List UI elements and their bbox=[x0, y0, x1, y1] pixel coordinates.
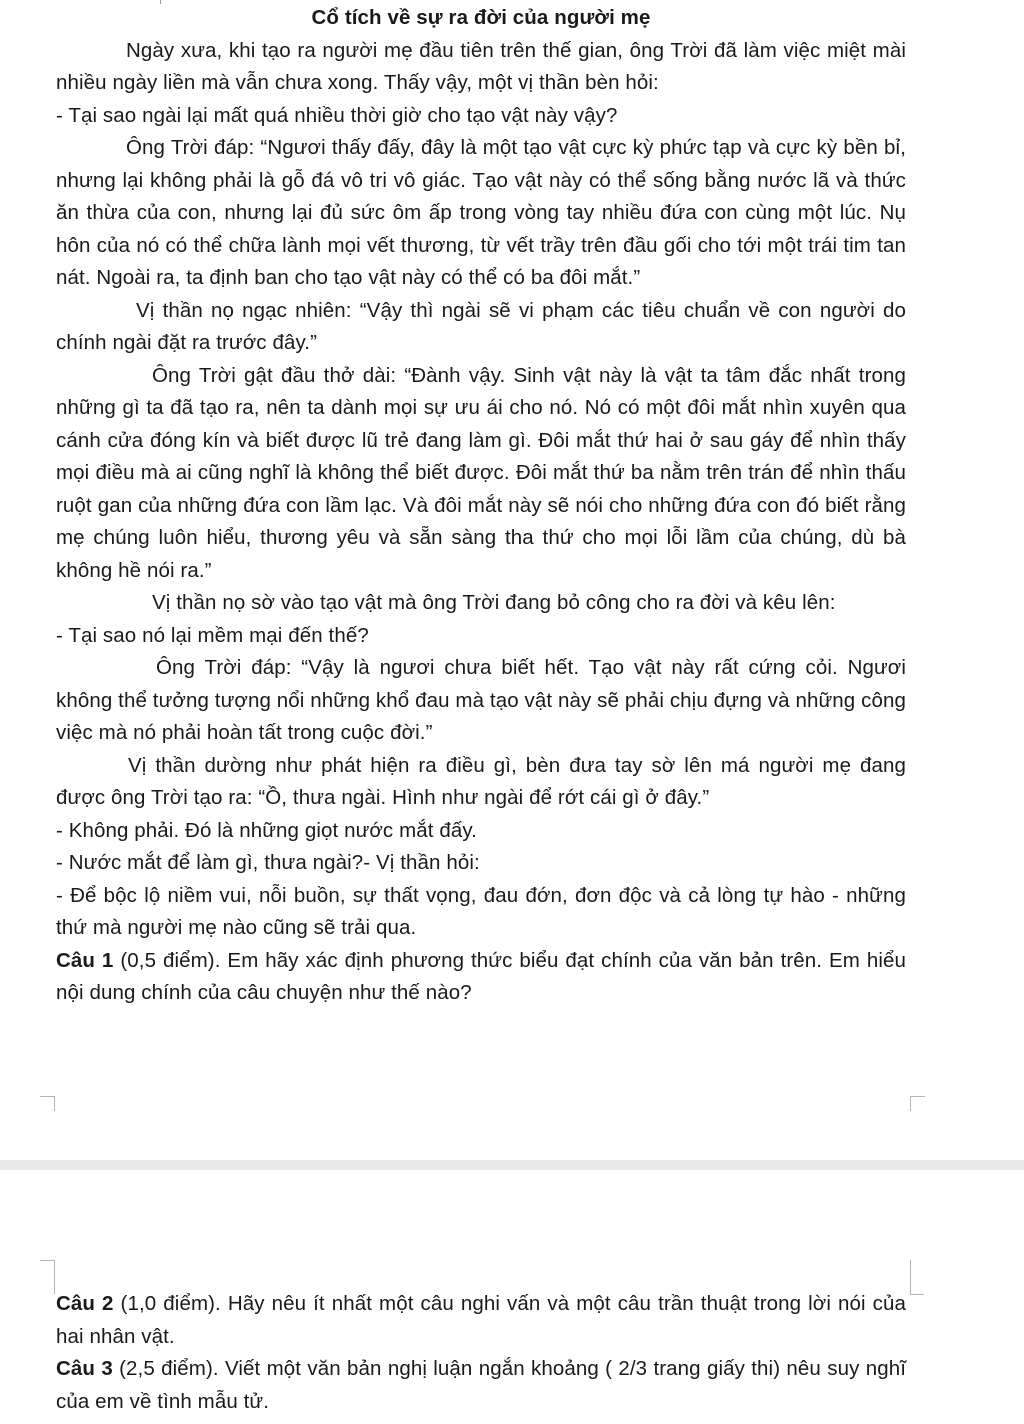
paragraph: Ông Trời gật đầu thở dài: “Đành vậy. Sinh vật này là vật ta tâm đắc nhất trong những gì ta đã tạo ra, nên ta dành mọi sự ưu ái cho nó. Nó có một đôi mắt nhìn xuyên qua cánh cửa đóng kín và biết được lũ trẻ đang làm gì. Đôi mắt thứ hai ở sau gáy để nhìn thấy mọi điều mà ai cũng nghĩ là không thể biết được. Đôi mắt thứ ba nằm trên trán để nhìn thấu ruột gan của những đứa con lầm lạc. Và đôi mắt này sẽ nói cho những đứa con đó biết rằng mẹ chúng luôn hiểu, thương yêu và sẵn sàng tha thứ cho mọi lỗi lầm của chúng, dù bà không hề nói ra.” bbox=[56, 363, 906, 582]
document-body bbox=[56, 1288, 906, 1418]
page-margin-corner bbox=[40, 1096, 55, 1111]
question-label: Câu 3 bbox=[56, 1357, 113, 1380]
paragraph: - Nước mắt để làm gì, thưa ngài?- Vị thần hỏi: bbox=[56, 851, 480, 874]
question-1 bbox=[56, 945, 906, 1010]
question-text: (1,0 điểm). Hãy nêu ít nhất một câu nghi vấn và một câu trần thuật trong lời nói của hai nhân vật. bbox=[56, 1292, 907, 1348]
paragraph: Ngày xưa, khi tạo ra người mẹ đầu tiên trên thế gian, ông Trời đã làm việc miệt mài nhiều ngày liền mà vẫn chưa xong. Thấy vậy, một vị thần bèn hỏi: bbox=[56, 38, 906, 94]
page-margin-corner bbox=[40, 1260, 54, 1262]
paragraph: Vị thần nọ sờ vào tạo vật mà ông Trời đang bỏ công cho ra đời và kêu lên: bbox=[152, 591, 836, 614]
page-margin-corner bbox=[40, 1260, 55, 1294]
question-text: (0,5 điểm). Em hãy xác định phương thức biểu đạt chính của văn bản trên. Em hiểu nội dung chính của câu chuyện như thế nào? bbox=[56, 948, 906, 1004]
question-label: Câu 2 bbox=[56, 1292, 114, 1315]
document-title: Cổ tích về sự ra đời của người mẹ bbox=[311, 6, 651, 29]
paragraph: Vị thần nọ ngạc nhiên: “Vậy thì ngài sẽ vi phạm các tiêu chuẩn về con người do chính ngài đặt ra trước đây.” bbox=[56, 298, 906, 354]
page-margin-corner bbox=[910, 1096, 925, 1111]
page-separator bbox=[0, 1160, 1024, 1170]
question-3 bbox=[56, 1353, 906, 1418]
question-2 bbox=[56, 1288, 906, 1353]
paragraph: - Để bộc lộ niềm vui, nỗi buồn, sự thất vọng, đau đớn, đơn độc và cả lòng tự hào - những thứ mà người mẹ nào cũng sẽ trải qua. bbox=[56, 883, 906, 939]
paragraph: - Tại sao ngài lại mất quá nhiều thời giờ cho tạo vật này vậy? bbox=[56, 103, 618, 127]
paragraph: Ông Trời đáp: “Ngươi thấy đấy, đây là một tạo vật cực kỳ phức tạp và cực kỳ bền bỉ, nhưng lại không phải là gỗ đá vô tri vô giác. Tạo vật này có thể sống bằng nước lã và thức ăn thừa của con, nhưng lại đủ sức ôm ấp trong vòng tay nhiều đứa con cùng một lúc. Nụ hôn của nó có thể chữa lành mọi vết thương, từ vết trầy trên đầu gối cho tới một trái tim tan nát. Ngoài ra, ta định ban cho tạo vật này có thể có ba đôi mắt.” bbox=[56, 136, 906, 289]
page-margin-corner bbox=[910, 1294, 924, 1296]
paragraph: - Không phải. Đó là những giọt nước mắt đấy. bbox=[56, 818, 477, 842]
question-text: (2,5 điểm). Viết một văn bản nghị luận ngắn khoảng ( 2/3 trang giấy thi) nêu suy nghĩ của em về tình mẫu tử. bbox=[56, 1357, 907, 1413]
document-page-2 bbox=[0, 1170, 1024, 1424]
paragraph: Vị thần dường như phát hiện ra điều gì, bèn đưa tay sờ lên má người mẹ đang được ông Trời tạo ra: “Ồ, thưa ngài. Hình như ngài để rớt cái gì ở đây.” bbox=[56, 753, 906, 809]
page-margin-corner bbox=[910, 1260, 925, 1294]
document-body bbox=[56, 2, 906, 1010]
paragraph: - Tại sao nó lại mềm mại đến thế? bbox=[56, 623, 369, 647]
question-label: Câu 1 bbox=[56, 948, 114, 972]
paragraph: Ông Trời đáp: “Vậy là ngươi chưa biết hết. Tạo vật này rất cứng cỏi. Ngươi không thể tưởng tượng nổi những khổ đau mà tạo vật này sẽ phải chịu đựng và những công việc mà nó phải hoàn tất trong cuộc đời.” bbox=[56, 656, 906, 744]
